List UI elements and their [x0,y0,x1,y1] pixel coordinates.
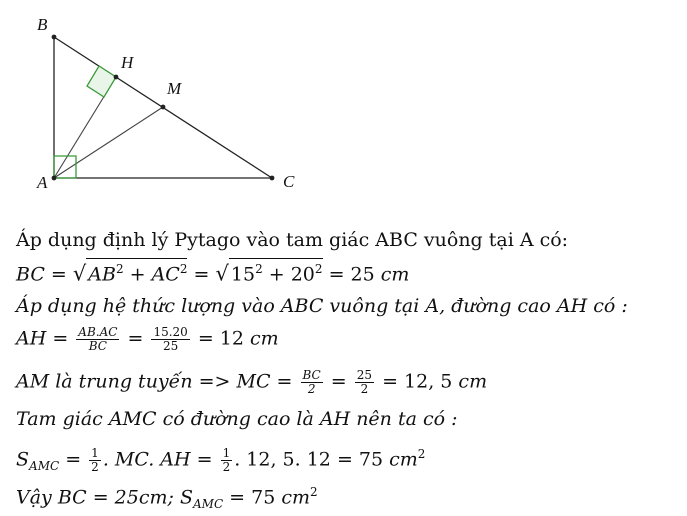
line-area-formula [16,442,425,478]
ah-unit: cm [250,327,279,350]
frac-num: 1 [222,445,231,460]
median-am [54,107,163,178]
num-20: 20 [290,263,315,286]
line-median [16,369,487,396]
sqrt-ac: AC [151,263,180,286]
conclusion-rhs: = 75 [223,486,282,509]
ah-lhs: AH [16,327,47,350]
area-mid: . MC. AH = [102,448,219,471]
bc-eq3: = 25 [322,263,381,286]
median-text: AM là trung tuyến => [16,370,231,393]
point-m-dot [161,105,166,110]
label-h: H [121,53,134,72]
line-relation-intro: Áp dụng hệ thức lượng vào ABC vuông tại A, đường cao AH có : [16,295,628,317]
radical-sign-2: √ [215,261,229,286]
right-angle-h [87,66,116,97]
mc-eq2: = [324,370,353,393]
area-unit: cm [389,448,418,471]
mc-label: MC [230,370,271,393]
label-b: B [37,15,48,34]
frac-den: 2 [360,382,369,396]
point-a-dot [52,176,57,181]
line-bc-formula [16,258,409,286]
point-h-dot [114,75,119,80]
frac-den: 2 [91,459,99,474]
s-subscript: AMC [29,459,60,474]
area-mid2: . 12, 5. 12 = 75 [234,448,390,471]
frac-1520-25 [151,326,189,353]
conclusion-power: 2 [310,485,318,499]
frac-den: 25 [162,339,179,353]
ah-rhs: = 12 [191,327,251,350]
frac-abac-bc [76,326,119,353]
s-subscript-2: AMC [192,497,224,512]
line-pythagoras-intro: Áp dụng định lý Pytago vào tam giác ABC vuông tại A có: [16,229,569,251]
bc-eq1: = [44,263,73,286]
s-symbol-2: S [179,486,193,509]
conclusion-text: Vậy BC = 25cm; [16,486,180,509]
sqrt-ab-ac [86,258,187,284]
radical-sign: √ [72,261,87,286]
line-ah-formula [16,326,279,353]
sqrt-15-20 [229,258,323,284]
frac-den: BC [88,339,107,353]
frac-25-2 [355,369,374,396]
bc-lhs: BC [16,263,45,286]
frac-num: 15.20 [153,325,188,339]
frac-den: 2 [222,459,231,474]
bc-eq2: = [187,263,216,286]
frac-num: 1 [91,445,99,460]
plus-1: + [123,263,152,286]
frac-num: AB.AC [78,325,118,339]
label-m: M [167,79,182,98]
ah-eq2: = [121,327,150,350]
s-symbol: S [16,448,30,471]
bc-unit: cm [380,263,410,286]
sq-1: 2 [115,262,124,276]
plus-2: + [262,263,291,286]
point-c-dot [270,176,275,181]
label-a: A [37,173,48,192]
area-power: 2 [417,447,426,461]
line-conclusion [16,480,318,516]
mc-eq: = [270,370,299,393]
frac-bc-2 [301,369,323,396]
sq-4: 2 [314,262,323,276]
area-eq: = [59,448,88,471]
mc-rhs: = 12, 5 [376,370,459,393]
ah-eq: = [46,327,75,350]
triangle-diagram [0,0,330,200]
frac-num: BC [302,368,321,382]
num-15: 15 [230,263,256,286]
conclusion-unit: cm [281,486,311,509]
mc-unit: cm [458,370,488,393]
frac-1-2 [89,447,101,474]
point-b-dot [52,35,57,40]
label-c: C [283,172,295,191]
frac-1-2-b [221,447,233,474]
frac-num: 25 [356,368,373,382]
sq-2: 2 [179,262,188,276]
sqrt-ab: AB [88,263,116,286]
line-area-intro: Tam giác AMC có đường cao là AH nên ta có : [16,408,458,430]
frac-den: 2 [307,382,316,396]
sq-3: 2 [255,262,263,276]
